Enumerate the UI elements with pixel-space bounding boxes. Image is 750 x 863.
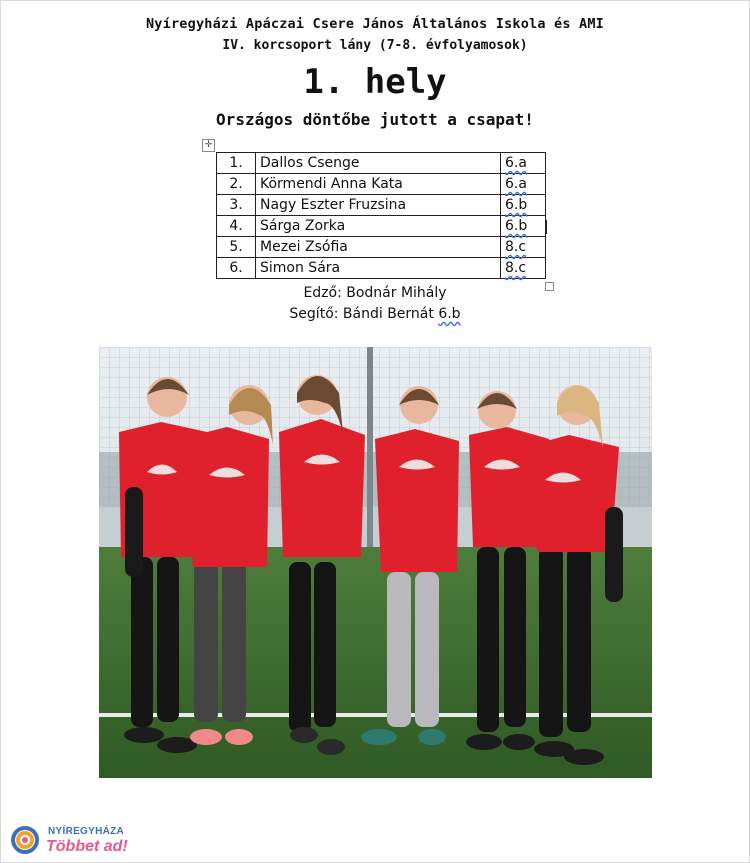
helper-class: 6.b bbox=[438, 306, 461, 322]
school-name: Nyíregyházi Apáczai Csere János Általános Iskola és AMI bbox=[145, 16, 605, 32]
roster-table bbox=[216, 152, 546, 279]
team-photo bbox=[99, 347, 652, 778]
text-cursor bbox=[546, 220, 547, 234]
row-number: 5. bbox=[217, 237, 256, 258]
player-name: Nagy Eszter Fruzsina bbox=[256, 195, 501, 216]
team-photo-illustration bbox=[99, 347, 652, 778]
age-group: IV. korcsoport lány (7-8. évfolyamosok) bbox=[222, 38, 528, 53]
brand-logo-icon bbox=[8, 824, 42, 856]
player-class: 8.c bbox=[505, 260, 527, 276]
player-class: 6.b bbox=[505, 197, 528, 213]
table-row bbox=[217, 237, 546, 258]
player-class: 6.a bbox=[505, 176, 527, 192]
player-name: Sárga Zorka bbox=[256, 216, 501, 237]
player-name: Mezei Zsófia bbox=[256, 237, 501, 258]
coach-line: Edző: Bodnár Mihály bbox=[303, 285, 447, 301]
player-class: 6.b bbox=[505, 218, 528, 234]
brand-city: NYÍREGYHÁZA bbox=[48, 826, 125, 837]
row-number: 6. bbox=[217, 258, 256, 279]
table-row bbox=[217, 216, 546, 237]
table-row bbox=[217, 153, 546, 174]
brand-slogan: Többet ad! bbox=[46, 838, 128, 855]
table-row bbox=[217, 195, 546, 216]
helper-label: Segítő: Bándi Bernát bbox=[289, 306, 439, 322]
row-number: 4. bbox=[217, 216, 256, 237]
player-name: Dallos Csenge bbox=[256, 153, 501, 174]
player-name: Körmendi Anna Kata bbox=[256, 174, 501, 195]
final-note: Országos döntőbe jutott a csapat! bbox=[216, 110, 534, 129]
helper-line bbox=[0, 306, 750, 322]
table-move-handle-icon[interactable]: ✛ bbox=[202, 139, 215, 152]
player-class: 8.c bbox=[505, 239, 527, 255]
player-class: 6.a bbox=[505, 155, 527, 171]
row-number: 1. bbox=[217, 153, 256, 174]
row-number: 2. bbox=[217, 174, 256, 195]
placement-heading: 1. hely bbox=[303, 62, 447, 102]
table-row bbox=[217, 174, 546, 195]
brand-logo bbox=[8, 824, 138, 858]
table-row bbox=[217, 258, 546, 279]
player-name: Simon Sára bbox=[256, 258, 501, 279]
row-number: 3. bbox=[217, 195, 256, 216]
